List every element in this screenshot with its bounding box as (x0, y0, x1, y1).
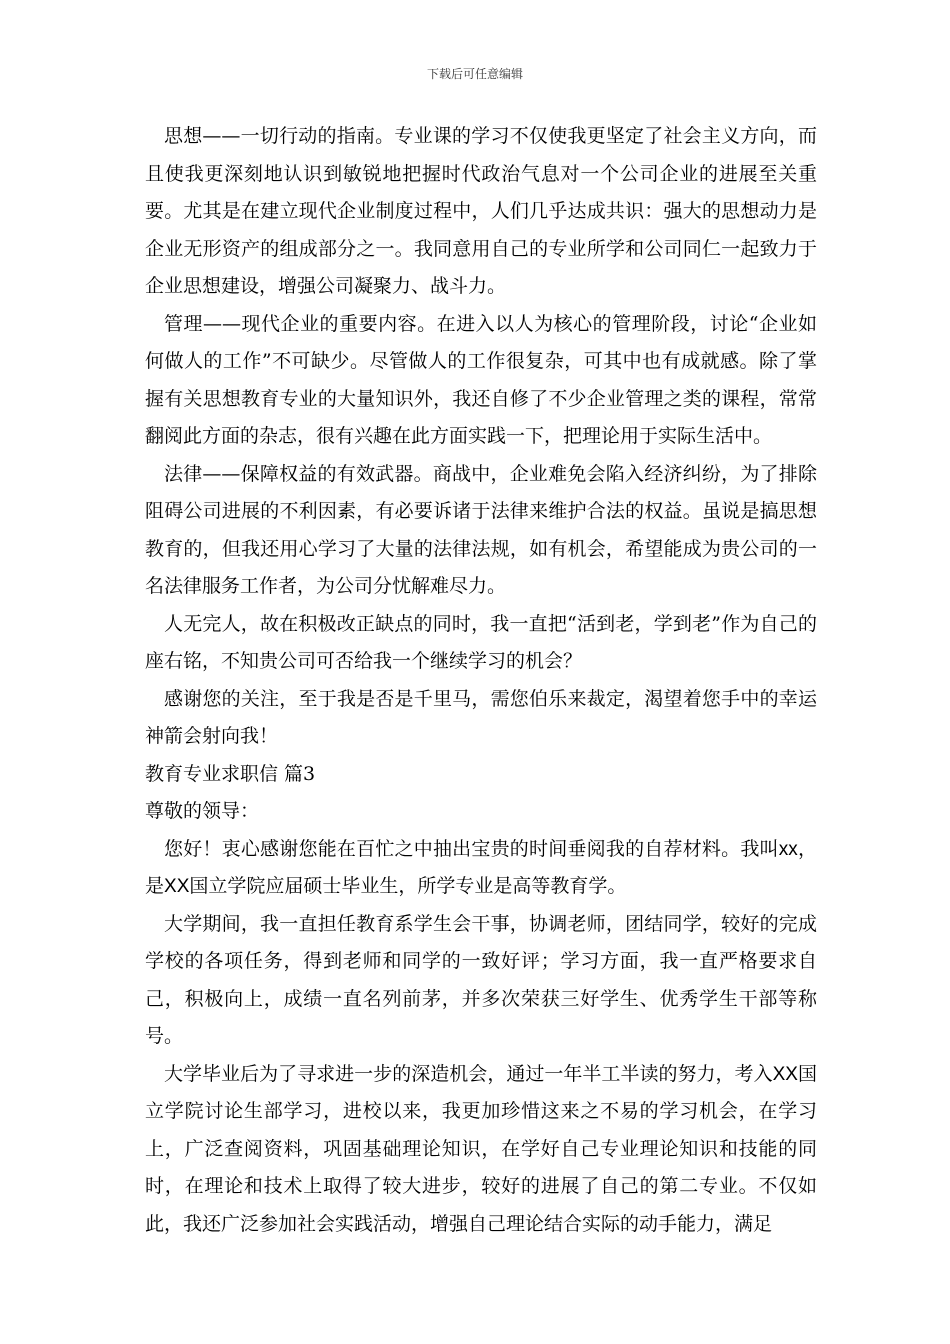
graduate-school-name: XX (772, 1063, 798, 1085)
graduate-text-1: 大学毕业后为了寻求进一步的深造机会，通过一年半工半读的努力，考入 (164, 1062, 773, 1085)
paragraph-greeting (145, 831, 817, 906)
greeting-text-2: ，是 (145, 837, 817, 897)
school-name: XX (164, 876, 190, 897)
section-title: 教育专业求职信 篇3 (145, 762, 316, 785)
greeting-text-3: 国立学院应届硕士毕业生，所学专业是高等教育学。 (189, 875, 627, 897)
paragraph-thanks: 感谢您的关注，至于我是否是千里马，需您伯乐来裁定，渴望着您手中的幸运神箭会射向我！ (145, 687, 817, 747)
paragraph-self-improvement: 人无完人，故在积极改正缺点的同时，我一直把“活到老，学到老”作为自己的座右铭，不知贵公司可否给我一个继续学习的机会？ (145, 612, 817, 672)
paragraph-law: 法律——保障权益的有效武器。商战中，企业难免会陷入经济纠纷，为了排除阻碍公司进展的不利因素，有必要诉诸于法律来维护合法的权益。虽说是搞思想教育的，但我还用心学习了大量的法律法规，如有机会，希望能成为贵公司的一名法律服务工作者，为公司分忧解难尽力。 (145, 462, 817, 597)
paragraph-university: 大学期间，我一直担任教育系学生会干事，协调老师，团结同学，较好的完成学校的各项任务，得到老师和同学的一致好评；学习方面，我一直严格要求自己，积极向上，成绩一直名列前茅，并多次荣获三好学生、优秀学生干部等称号。 (145, 912, 817, 1047)
paragraph-graduate (145, 1056, 817, 1244)
greeting-text-1: 您好！衷心感谢您能在百忙之中抽出宝贵的时间垂阅我的自荐材料。我叫 (164, 837, 779, 860)
paragraph-thought: 思想——一切行动的指南。专业课的学习不仅使我更坚定了社会主义方向，而且使我更深刻地认识到敏锐地把握时代政治气息对一个公司企业的进展至关重要。尤其是在建立现代企业制度过程中，人们几乎达成共识：强大的思想动力是企业无形资产的组成部分之一。我同意用自己的专业所学和公司同仁一起致力于企业思想建设，增强公司凝聚力、战斗力。 (145, 125, 817, 297)
paragraph-management: 管理——现代企业的重要内容。在进入以人为核心的管理阶段，讨论“企业如何做人的工作”不可缺少。尽管做人的工作很复杂，可其中也有成就感。除了掌握有关思想教育专业的大量知识外，我还自修了不少企业管理之类的课程，常常翻阅此方面的杂志，很有兴趣在此方面实践一下，把理论用于实际生活中。 (145, 312, 817, 447)
document-body (145, 118, 817, 1243)
salutation: 尊敬的领导： (145, 800, 260, 822)
applicant-name: xx (778, 838, 798, 860)
page-header: 下载后可任意编辑 (426, 67, 523, 81)
graduate-text-2: 国立学院讨论生部学习，进校以来，我更加珍惜这来之不易的学习机会，在学习上，广泛查阅资料，巩固基础理论知识，在学好自己专业理论知识和技能的同时，在理论和技术上取得了较大进步，较好的进展了自己的第二专业。不仅如此，我还广泛参加社会实践活动，增强自己理论结合实际的动手能力，满足 (145, 1062, 817, 1235)
